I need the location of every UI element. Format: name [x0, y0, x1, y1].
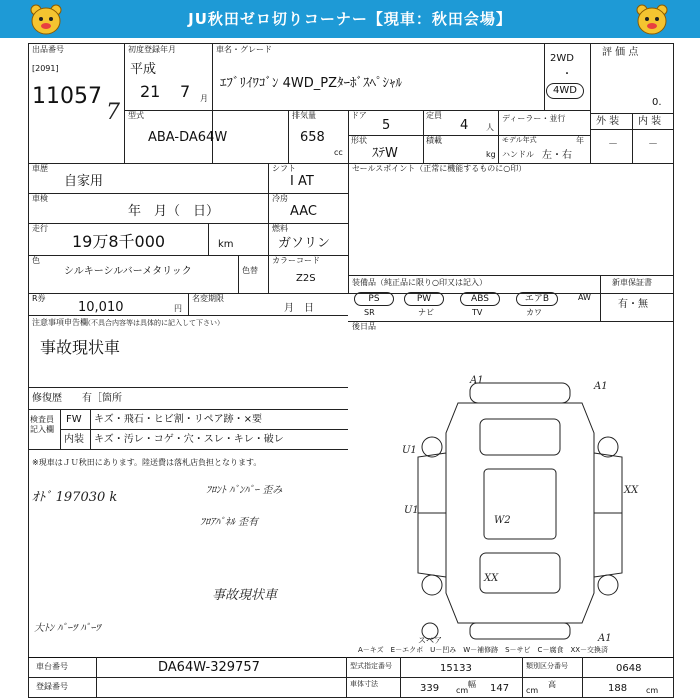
spare-label: スペア	[418, 636, 442, 645]
auction-sheet: 出品番号 [2091] 11057 7 初度登録年月 平成 21 7 月 車名・グレード ｴﾌﾞﾘｲﾜｺﾞﾝ 4WD_PZﾀｰﾎﾞｽﾍﾟｼｬﾙ 2WD ・ 4WD 評 価 点 0. 外 装 内 装 － － 型式 ABA-DA64W 排気量 658 cc ドア 5 定員 4 人 ディーラー・並行 形状 ｽﾃW 積載 kg モデル年式 年 ハンドル 左・右 車歴 自家用 シフト I AT セールスポイント（正常に機能するものに○印） 車検 年 月（ 日） 冷房 AAC 走行 19万8千000 km 燃料 ガソリン 色 シルキーシルバーメタリック 色替 カラーコード Z2S 装備品（純正品に限り○印又は記入） 新車保証書 有・無 PS PW ABS エアB AW SR ナビ TV カワ 後日品 R券 10,010 円 名変期限 月 日 注意事項申告欄 （不具合内容等は具体的に記入して下さい） 事故現状車 修復歴 有［箇所 検査員記入欄 FW キズ・飛石・ヒビ割・リペア跡・×要 内装 キズ・汚レ・コゲ・穴・スレ・キレ・破レ ※現車はＪＵ秋田にあります。陸送費は落札店負担となります。 ｵﾄﾞ 197030 k ﾌﾛﾝﾄ ﾊﾞﾝﾊﾟｰ 歪み ﾌﾛｱﾊﾟﾈﾙ 歪有 事故現状車 大ﾄﾝ ﾊﾟｰﾂ ﾊﾟｰﾂ A1 A1 U1 U1 W2 XX XX A1 スペア A－キズ E－エクボ U－凹み W－補修跡 S－サビ C－腐食 XX－交換済 車台番号 DA64W-329757 登録番号 型式指定番号 15133 類別区分番号 0648 車体寸法 339 cm 幅 147 cm 高 188 cm	[28, 43, 674, 698]
disp-value: 658	[300, 130, 325, 145]
inspect-label: 車検	[32, 194, 48, 203]
door-label: ドア	[351, 111, 367, 120]
bear-mascot-icon	[634, 2, 670, 36]
hw-note4: 大ﾄﾝ ﾊﾟｰﾂ ﾊﾟｰﾂ	[34, 623, 101, 634]
int-label: 内 装	[638, 116, 662, 127]
check-fw: FW	[66, 414, 82, 425]
length-value: 339	[420, 683, 440, 694]
lot-number: 11057	[32, 84, 102, 109]
ext-value: －	[608, 139, 618, 150]
dim-sub3: 高	[548, 680, 556, 689]
reg-month: 7	[180, 82, 191, 101]
height-value: 188	[608, 683, 628, 694]
score-value: 0.	[652, 97, 662, 108]
equip-item: エアB	[516, 292, 558, 306]
damage-mark: XX	[624, 485, 639, 496]
chassis-label: 車台番号	[36, 662, 68, 671]
class-num-value: 0648	[616, 663, 642, 674]
fuel-value: ガソリン	[278, 236, 331, 251]
type-num-value: 15133	[440, 663, 472, 674]
repair-value: 有［箇所	[82, 393, 122, 404]
ac-value: AAC	[290, 204, 317, 219]
bear-mascot-icon	[28, 2, 64, 36]
equip-item: PS	[354, 292, 394, 306]
recycle-label: R券	[32, 294, 46, 303]
shape-value: ｽﾃW	[372, 146, 398, 161]
recycle-unit: 円	[174, 304, 182, 313]
dim-sub2: 幅	[468, 680, 476, 689]
recolor-label: 色替	[242, 266, 258, 275]
car-diagram	[398, 373, 648, 643]
ext-label: 外 装	[596, 116, 620, 127]
inspect-value: 年 月（ 日）	[128, 204, 220, 219]
sales-label: セールスポイント（正常に機能するものに○印）	[352, 164, 527, 173]
check-fw-text: キズ・飛石・ヒビ割・リペア跡・×要	[94, 414, 262, 425]
car-name: ｴﾌﾞﾘｲﾜｺﾞﾝ 4WD_PZﾀｰﾎﾞｽﾍﾟｼｬﾙ	[220, 76, 403, 91]
recycle-value: 10,010	[78, 300, 124, 315]
warranty-label: 新車保証書	[612, 278, 652, 287]
equip-item: AW	[578, 293, 591, 302]
footnote: ※現車はＪＵ秋田にあります。陸送費は落札店負担となります。	[32, 458, 262, 467]
page-title: JU秋田ゼロ切りコーナー【現車：秋田会場】	[188, 10, 512, 28]
aftermarket-label: 後日品	[352, 322, 376, 331]
reg-no-label: 登録番号	[36, 682, 68, 691]
ac-label: 冷房	[272, 194, 288, 203]
handle-label: ハンドル	[502, 150, 534, 159]
equip-item: ABS	[460, 292, 500, 306]
type-num-label: 型式指定番号	[350, 662, 392, 670]
color-value: シルキーシルバーメタリック	[64, 266, 192, 277]
dim-unit: cm	[646, 686, 659, 695]
color-label: 色	[32, 256, 40, 265]
equip-item: SR	[364, 308, 375, 317]
int-value: －	[648, 139, 658, 150]
warranty-value: 有・無	[618, 299, 648, 310]
load-label: 積載	[426, 136, 442, 145]
month-unit: 月	[200, 94, 208, 103]
color-code-value: Z2S	[296, 273, 316, 284]
load-unit: kg	[486, 150, 496, 159]
mileage-value: 19万8千000	[72, 232, 166, 251]
title-change-value: 月 日	[284, 303, 314, 314]
damage-mark: U1	[404, 505, 419, 516]
disp-unit: cc	[334, 148, 343, 157]
check-in: 内装	[64, 434, 84, 445]
damage-mark: A1	[598, 633, 612, 643]
drive-4wd: 4WD	[546, 83, 584, 99]
hw-note2: ﾌﾛｱﾊﾟﾈﾙ 歪有	[200, 517, 259, 528]
equip-item: カワ	[526, 308, 542, 317]
check-in-text: キズ・汚レ・コゲ・穴・スレ・キレ・破レ	[94, 434, 284, 445]
hw-note1: ﾌﾛﾝﾄ ﾊﾞﾝﾊﾟｰ 歪み	[206, 485, 283, 496]
shift-value: I AT	[290, 174, 314, 189]
model-label: 型式	[128, 111, 144, 120]
damage-mark: U1	[402, 445, 417, 456]
width-value: 147	[490, 683, 510, 694]
shape-label: 形状	[351, 136, 367, 145]
dim-unit: cm	[456, 686, 469, 695]
dim-unit: cm	[526, 686, 539, 695]
color-code-label: カラーコード	[272, 256, 320, 265]
title-change-label: 名変期限	[192, 294, 224, 303]
mileage-unit: km	[218, 239, 234, 250]
model-year-unit: 年	[576, 136, 584, 145]
lot-label: 出品番号	[32, 45, 64, 54]
notes-value: 事故現状車	[40, 338, 121, 357]
reg-label: 初度登録年月	[128, 45, 176, 54]
check-label: 検査員記入欄	[30, 415, 54, 434]
handle-value: 左・右	[542, 150, 572, 161]
model-value: ABA-DA64W	[148, 130, 228, 145]
shift-label: シフト	[272, 164, 296, 173]
drive-2wd: 2WD	[550, 53, 574, 64]
history-value: 自家用	[64, 174, 104, 189]
hw-note3: 事故現状車	[212, 588, 278, 603]
disp-label: 排気量	[292, 111, 316, 120]
mileage-label: 走行	[32, 224, 48, 233]
damage-mark: A1	[594, 381, 608, 392]
score-label: 評 価 点	[602, 47, 639, 58]
repair-label: 修復歴	[32, 393, 62, 404]
hw-odo: ｵﾄﾞ 197030 k	[32, 490, 118, 505]
damage-mark: A1	[470, 375, 484, 386]
history-label: 車歴	[32, 164, 48, 173]
lot-sub: [2091]	[32, 64, 59, 73]
class-num-label: 類別区分番号	[526, 662, 568, 670]
name-label: 車名・グレード	[216, 45, 272, 54]
cap-label: 定員	[426, 111, 442, 120]
damage-mark: XX	[484, 573, 499, 584]
length-label: 車体寸法	[350, 680, 378, 688]
damage-mark: W2	[494, 515, 511, 526]
fuel-label: 燃料	[272, 224, 288, 233]
notes-sub: （不具合内容等は具体的に記入して下さい）	[84, 319, 224, 327]
model-year-label: モデル年式	[502, 136, 537, 144]
equip-label: 装備品（純正品に限り○印又は記入）	[352, 278, 487, 287]
notes-label: 注意事項申告欄	[32, 318, 88, 327]
equip-item: TV	[472, 308, 483, 317]
dealer-label: ディーラー・並行	[502, 114, 566, 123]
chassis-value: DA64W-329757	[158, 660, 260, 675]
cap-unit: 人	[486, 123, 494, 132]
door-value: 5	[382, 118, 391, 133]
era: 平成	[130, 62, 157, 77]
equip-item: PW	[404, 292, 444, 306]
lot-hand: 7	[106, 100, 120, 125]
reg-year: 21	[140, 82, 161, 101]
equip-item: ナビ	[418, 308, 434, 317]
cap-value: 4	[460, 118, 469, 133]
damage-legend: A－キズ E－エクボ U－凹み W－補修跡 S－サビ C－腐食 XX－交換済	[358, 646, 609, 654]
